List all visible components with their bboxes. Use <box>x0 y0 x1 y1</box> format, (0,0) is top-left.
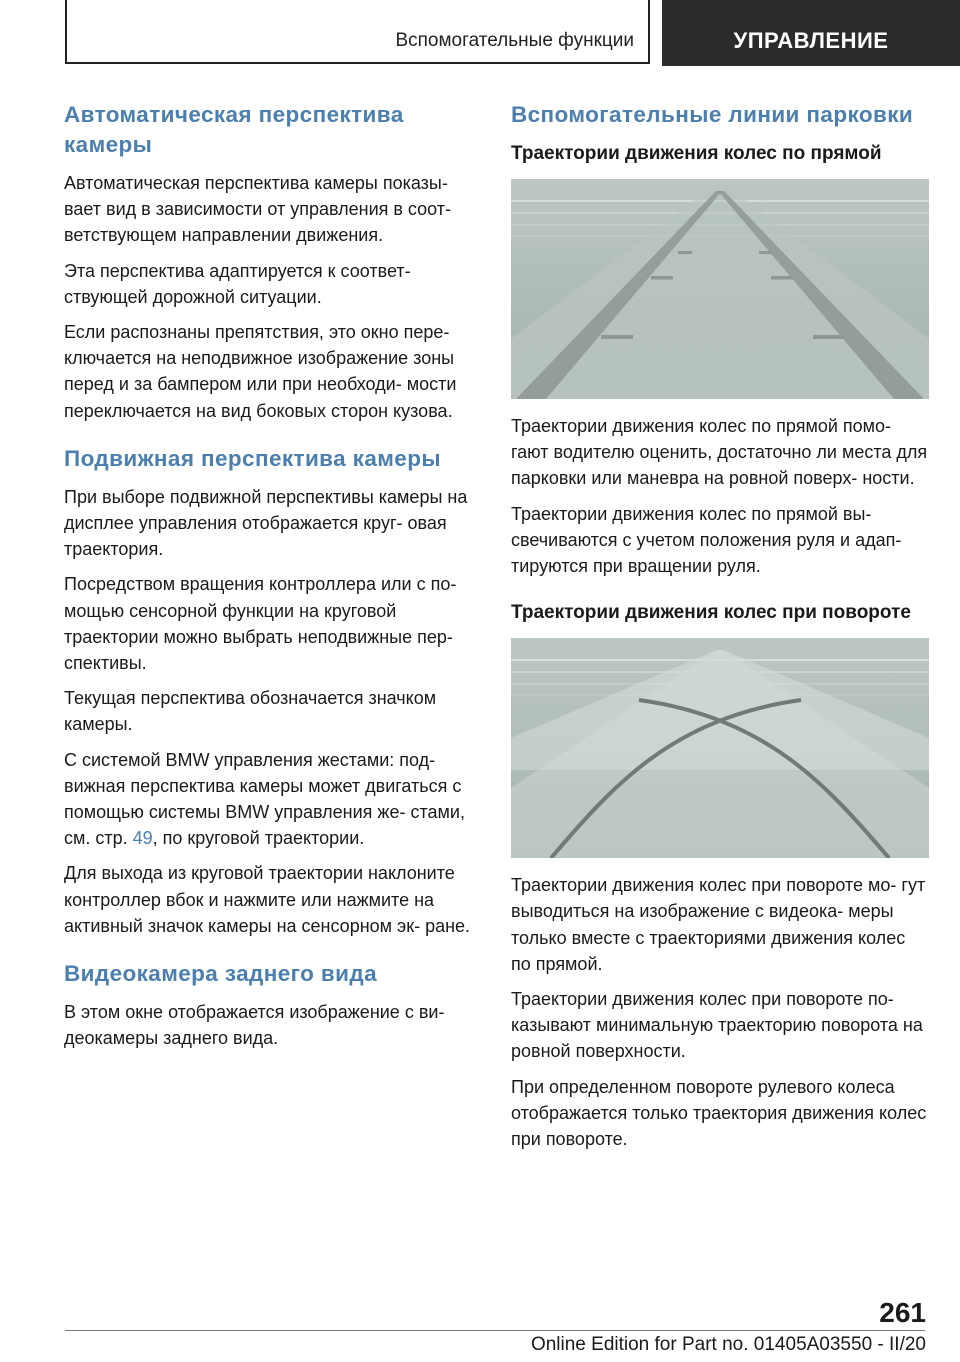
heading-parking-lines: Вспомогательные линии парковки <box>511 102 914 127</box>
distance-marker <box>813 335 845 339</box>
paragraph: Если распознаны препятствия, это окно пере‐ ключается на неподвижное изображение зоны перед и за бампером или при необходи‐ мости переключается на вид боковых сторон кузова. <box>64 322 457 421</box>
header-section-title: Вспомогательные функции <box>395 30 634 51</box>
paragraph: Текущая перспектива обозначается значком камеры. <box>64 688 437 735</box>
paragraph: Эта перспектива адаптируется к соответ‐ ствующей дорожной ситуации. <box>64 260 411 307</box>
right-column <box>511 100 929 1161</box>
chapter-label: УПРАВЛЕНИЕ <box>733 28 889 53</box>
footer-edition: Online Edition for Part no. 01405A03550 - II/20 <box>530 1334 926 1355</box>
paragraph: Траектории движения колес по прямой вы‐ свечиваются с учетом положения руля и адап‐ тируются при вращении руля. <box>511 503 902 577</box>
paragraph-gesture <box>64 747 482 852</box>
subheading-turning-paths: Траектории движения колес при повороте <box>511 602 911 624</box>
paragraph: Автоматическая перспектива камеры показы‐ вает вид в зависимости от управления в соот‐ ветствующем направлении движения. <box>64 173 451 246</box>
header-box <box>65 0 650 64</box>
paragraph: При выборе подвижной перспективы камеры на дисплее управления отображается круг‐ овая траектория. <box>64 486 468 560</box>
subheading-straight-paths: Траектории движения колес по прямой <box>511 143 882 164</box>
distance-marker <box>771 276 793 280</box>
paragraph: Посредством вращения контроллера или с по‐ мощью сенсорной функции на круговой траектории можно выбрать неподвижные пер‐ спективы. <box>64 574 457 674</box>
left-column <box>64 100 482 1060</box>
heading-rear-camera: Видеокамера заднего вида <box>64 961 377 987</box>
paragraph: Траектории движения колес при повороте мо‐ гут выводиться на изображение с видеока‐ меры только вместе с траекториями движения колес по прямой. <box>511 875 926 974</box>
heading-mobile-perspective: Подвижная перспектива камеры <box>64 445 441 471</box>
paragraph: Траектории движения колес при повороте по‐ казывают минимальную траекторию поворота на ровной поверхности. <box>511 989 923 1062</box>
distance-marker <box>678 251 692 254</box>
text: С системой BMW управления жестами: под‐ вижная перспектива камеры может двигаться с помощью системы BMW управления же‐ стами, см. стр. <box>64 749 465 849</box>
straight-path-illustration <box>511 179 929 399</box>
paragraph: При определенном повороте рулевого колеса отображается только траектория движения колес при повороте. <box>511 1076 927 1150</box>
page-number: 261 <box>879 1297 926 1328</box>
paragraph: Траектории движения колес по прямой помо‐ гают водителю оценить, достаточно ли места для парковки или маневра на ровной поверх‐ ности. <box>511 416 928 489</box>
header-chapter-title <box>662 0 960 66</box>
text: , по круговой траектории. <box>152 828 365 849</box>
distance-marker <box>651 276 673 280</box>
distance-marker <box>601 335 633 339</box>
footer-divider <box>65 1330 925 1331</box>
page-reference-link[interactable]: 49 <box>132 828 153 849</box>
paragraph: Для выхода из круговой траектории наклоните контроллер вбок и нажмите или нажмите на активный значок камеры на сенсорном эк‐ ране. <box>64 863 471 936</box>
distance-marker <box>759 251 773 254</box>
paragraph: В этом окне отображается изображение с ви‐ деокамеры заднего вида. <box>64 1002 445 1049</box>
heading-auto-perspective: Автоматическая перспектива камеры <box>64 102 404 157</box>
turning-path-illustration <box>511 638 929 858</box>
